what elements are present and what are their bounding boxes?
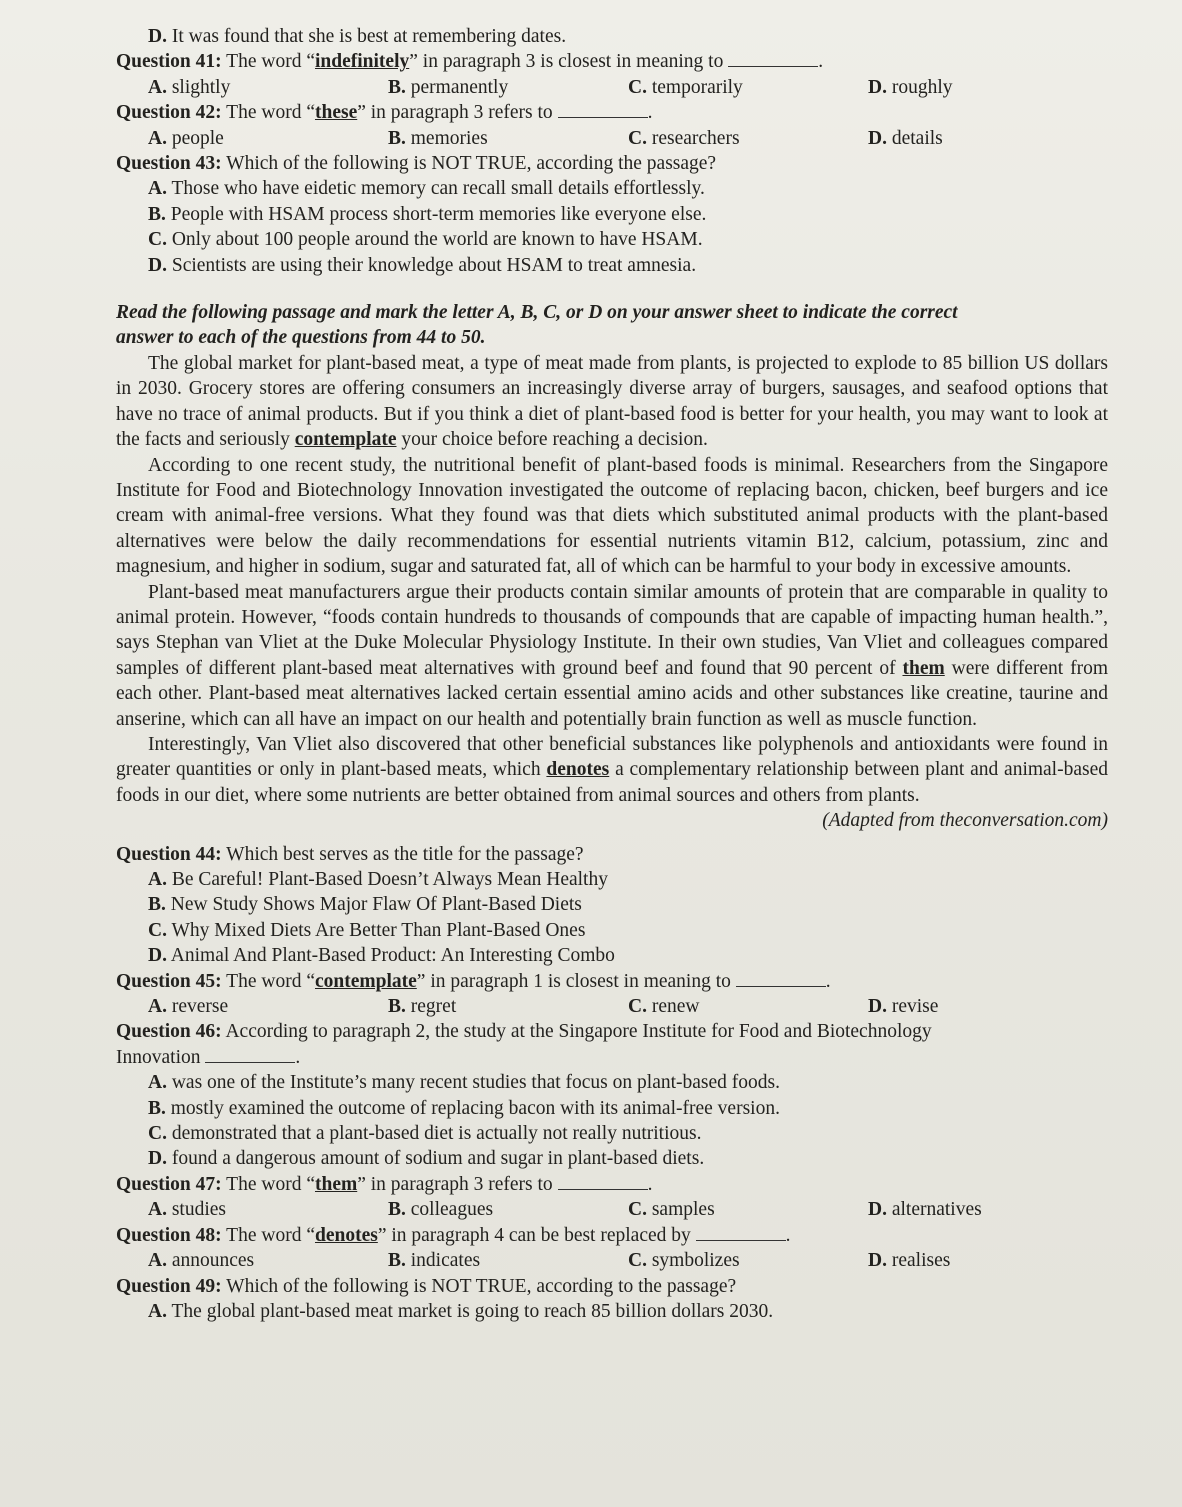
q46-option-d: D. found a dangerous amount of sodium and sugar in plant-based diets.	[148, 1148, 705, 1170]
q41-option-c: C. temporarily	[628, 76, 743, 98]
q47-options	[116, 1197, 1108, 1222]
q47-option-b: B. colleagues	[388, 1199, 494, 1221]
q45-option-d: D. revise	[868, 996, 939, 1018]
q47-stem: Question 47: The word “them” in paragraph 3 refers to .	[116, 1173, 653, 1195]
q45-option-c: C. renew	[628, 996, 700, 1018]
passage-paragraph-2: According to one recent study, the nutritional benefit of plant-based foods is minimal. Researchers from the Singapore Institute for Food and Biotechnology Innovation investigated the outcome of replacing bacon, chicken, beef burgers and ice cream with animal-free versions. What they found was that diets which substituted animal products with the plant-based alternatives were below the daily recommendations for essential nutrients vitamin B12, calcium, potassium, zinc and magnesium, and higher in sodium, sugar and saturated fat, all of which can be harmful to your body in excessive amounts.	[116, 454, 1108, 578]
q48-option-c: C. symbolizes	[628, 1250, 740, 1272]
q49-stem: Question 49: Which of the following is NOT TRUE, according to the passage?	[116, 1275, 737, 1297]
q46-option-b: B. mostly examined the outcome of replacing bacon with its animal-free version.	[148, 1097, 780, 1119]
answer-blank	[205, 1046, 295, 1063]
answer-blank	[558, 101, 648, 118]
q47-option-c: C. samples	[628, 1199, 715, 1221]
q42-option-a: A. people	[148, 127, 224, 149]
q47-option-a: A. studies	[148, 1199, 227, 1221]
q43-option-a: A. Those who have eidetic memory can recall small details effortlessly.	[148, 178, 705, 200]
q44-option-c: C. Why Mixed Diets Are Better Than Plant-Based Ones	[148, 919, 586, 941]
q48-option-b: B. indicates	[388, 1250, 481, 1272]
passage-source: (Adapted from theconversation.com)	[822, 810, 1108, 832]
q45-stem: Question 45: The word “contemplate” in paragraph 1 is closest in meaning to .	[116, 970, 831, 992]
q43-option-c: C. Only about 100 people around the world are known to have HSAM.	[148, 229, 703, 251]
q48-option-a: A. announces	[148, 1250, 255, 1272]
q43-option-b: B. People with HSAM process short-term memories like everyone else.	[148, 203, 707, 225]
q43-option-d: D. Scientists are using their knowledge about HSAM to treat amnesia.	[148, 254, 697, 276]
q42-options	[116, 126, 1108, 151]
q41-options	[116, 75, 1108, 100]
q48-options	[116, 1248, 1108, 1273]
q46-stem: Question 46: According to paragraph 2, the study at the Singapore Institute for Food and Biotechnology	[116, 1021, 932, 1043]
passage-paragraph-3: Plant-based meat manufacturers argue their products contain similar amounts of protein that are comparable in quality to animal protein. However, “foods contain hundreds to thousands of compounds that are capable of impacting human health.”, says Stephan van Vliet at the Duke Molecular Physiology Institute. In their own studies, Van Vliet and colleagues compared samples of different plant-based meat alternatives with ground beef and found that 90 percent of them were different from each other. Plant-based meat alternatives lacked certain essential amino acids and other substances like creatine, taurine and anserine, which can all have an impact on our health and potentially brain function as well as muscle function.	[116, 581, 1109, 730]
q42-option-b: B. memories	[388, 127, 488, 149]
q42-option-c: C. researchers	[628, 127, 740, 149]
q44-option-d: D. Animal And Plant-Based Product: An Interesting Combo	[148, 945, 615, 967]
q42-option-d: D. details	[868, 127, 943, 149]
q48-stem: Question 48: The word “denotes” in paragraph 4 can be best replaced by .	[116, 1224, 791, 1246]
q43-stem: Question 43: Which of the following is NOT TRUE, according the passage?	[116, 153, 717, 175]
answer-blank	[696, 1224, 786, 1241]
q41-stem: Question 41: The word “indefinitely” in paragraph 3 is closest in meaning to .	[116, 51, 824, 73]
q46-option-c: C. demonstrated that a plant-based diet is actually not really nutritious.	[148, 1123, 702, 1145]
answer-blank	[728, 50, 818, 67]
passage-paragraph-1: The global market for plant-based meat, a type of meat made from plants, is projected to explode to 85 billion US dollars in 2030. Grocery stores are offering consumers an increasingly diverse array of burgers, sausages, and seafood options that have no trace of animal products. But if you think a diet of plant-based food is better for your health, you may want to look at the facts and seriously contemplate your choice before reaching a decision.	[116, 352, 1108, 451]
instruction-line-1: Read the following passage and mark the letter A, B, C, or D on your answer sheet to indicate the correct	[116, 302, 958, 324]
q41-option-d: D. roughly	[868, 76, 953, 98]
q44-stem: Question 44: Which best serves as the title for the passage?	[116, 843, 584, 865]
q47-option-d: D. alternatives	[868, 1199, 982, 1221]
q46-option-a: A. was one of the Institute’s many recent studies that focus on plant-based foods.	[148, 1072, 780, 1094]
q46-stem-cont: Innovation .	[116, 1046, 301, 1068]
q42-stem: Question 42: The word “these” in paragraph 3 refers to .	[116, 102, 653, 124]
q44-option-b: B. New Study Shows Major Flaw Of Plant-Based Diets	[148, 894, 582, 916]
answer-blank	[736, 970, 826, 987]
q48-option-d: D. realises	[868, 1250, 951, 1272]
instruction-line-2: answer to each of the questions from 44 to 50.	[116, 327, 486, 349]
answer-blank	[558, 1173, 648, 1190]
q45-option-a: A. reverse	[148, 996, 229, 1018]
q45-options	[116, 994, 1108, 1019]
exam-content	[116, 24, 1108, 1324]
q41-option-a: A. slightly	[148, 76, 231, 98]
passage-paragraph-4: Interestingly, Van Vliet also discovered that other beneficial substances like polyphenols and antioxidants were found in greater quantities or only in plant-based meats, which denotes a complementary relationship between plant and animal-based foods in our diet, where some nutrients are better obtained from animal sources and others from plants.	[116, 733, 1108, 806]
q40-option-d: D. It was found that she is best at remembering dates.	[148, 26, 567, 47]
q41-option-b: B. permanently	[388, 76, 509, 98]
q49-option-a: A. The global plant-based meat market is going to reach 85 billion dollars 2030.	[148, 1300, 774, 1322]
q45-option-b: B. regret	[388, 996, 457, 1018]
q44-option-a: A. Be Careful! Plant-Based Doesn’t Always Mean Healthy	[148, 869, 608, 890]
